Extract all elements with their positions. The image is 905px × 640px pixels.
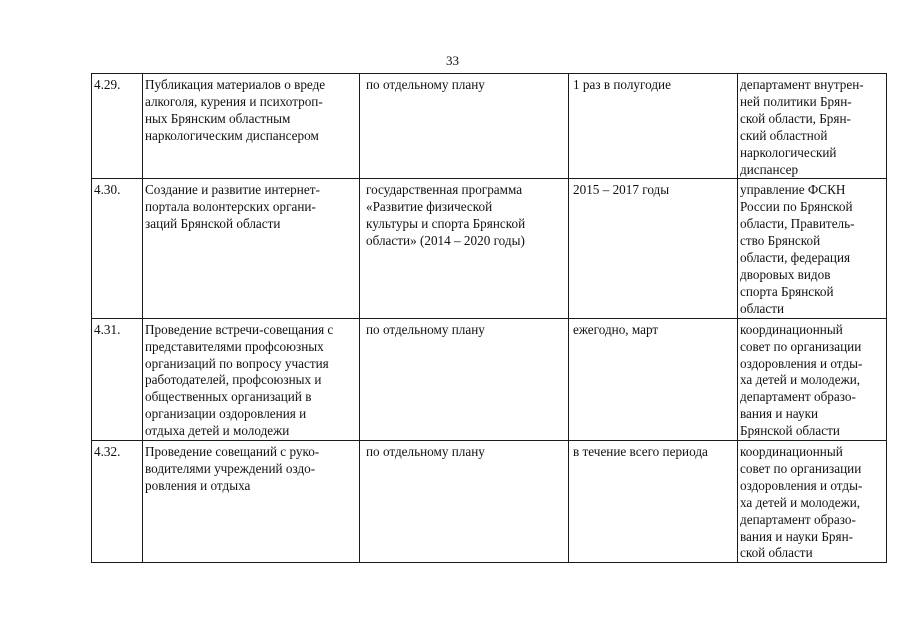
deadline-cell: 2015 – 2017 годы: [569, 179, 738, 318]
deadline-cell: 1 раз в полугодие: [569, 74, 738, 179]
activity-name-cell: Публикация материалов о вреде алкоголя, курения и психотроп- ных Брянским областным наркологическим диспансером: [143, 74, 360, 179]
activity-plan-table: [91, 73, 887, 563]
item-number-cell: 4.31.: [92, 318, 143, 440]
responsible-cell: управление ФСКН России по Брянской области, Правитель- ство Брянской области, федерация дворовых видов спорта Брянской области: [738, 179, 887, 318]
funding-source-cell: государственная программа «Развитие физической культуры и спорта Брянской области» (2014 – 2020 годы): [360, 179, 569, 318]
item-number-cell: 4.30.: [92, 179, 143, 318]
activity-name-cell: Создание и развитие интернет- портала волонтерских органи- заций Брянской области: [143, 179, 360, 318]
responsible-cell: координационный совет по организации оздоровления и отды- ха детей и молодежи, департамент образо- вания и науки Брян- ской области: [738, 441, 887, 563]
deadline-cell: в течение всего периода: [569, 441, 738, 563]
table-row: [92, 441, 887, 563]
activity-name-cell: Проведение встречи-совещания с представителями профсоюзных организаций по вопросу участия работодателей, профсоюзных и общественных организаций в организации оздоровления и отдыха детей и молодежи: [143, 318, 360, 440]
funding-source-cell: по отдельному плану: [360, 74, 569, 179]
responsible-cell: департамент внутрен- ней политики Брян- ской области, Брян- ский областной наркологический диспансер: [738, 74, 887, 179]
table-row: [92, 318, 887, 440]
funding-source-cell: по отдельному плану: [360, 318, 569, 440]
item-number-cell: 4.32.: [92, 441, 143, 563]
table-row: [92, 179, 887, 318]
responsible-cell: координационный совет по организации оздоровления и отды- ха детей и молодежи, департамент образо- вания и науки Брянской области: [738, 318, 887, 440]
activity-name-cell: Проведение совещаний с руко- водителями учреждений оздо- ровления и отдыха: [143, 441, 360, 563]
item-number-cell: 4.29.: [92, 74, 143, 179]
page-number: 33: [446, 53, 459, 68]
funding-source-cell: по отдельному плану: [360, 441, 569, 563]
table-row: [92, 74, 887, 179]
deadline-cell: ежегодно, март: [569, 318, 738, 440]
